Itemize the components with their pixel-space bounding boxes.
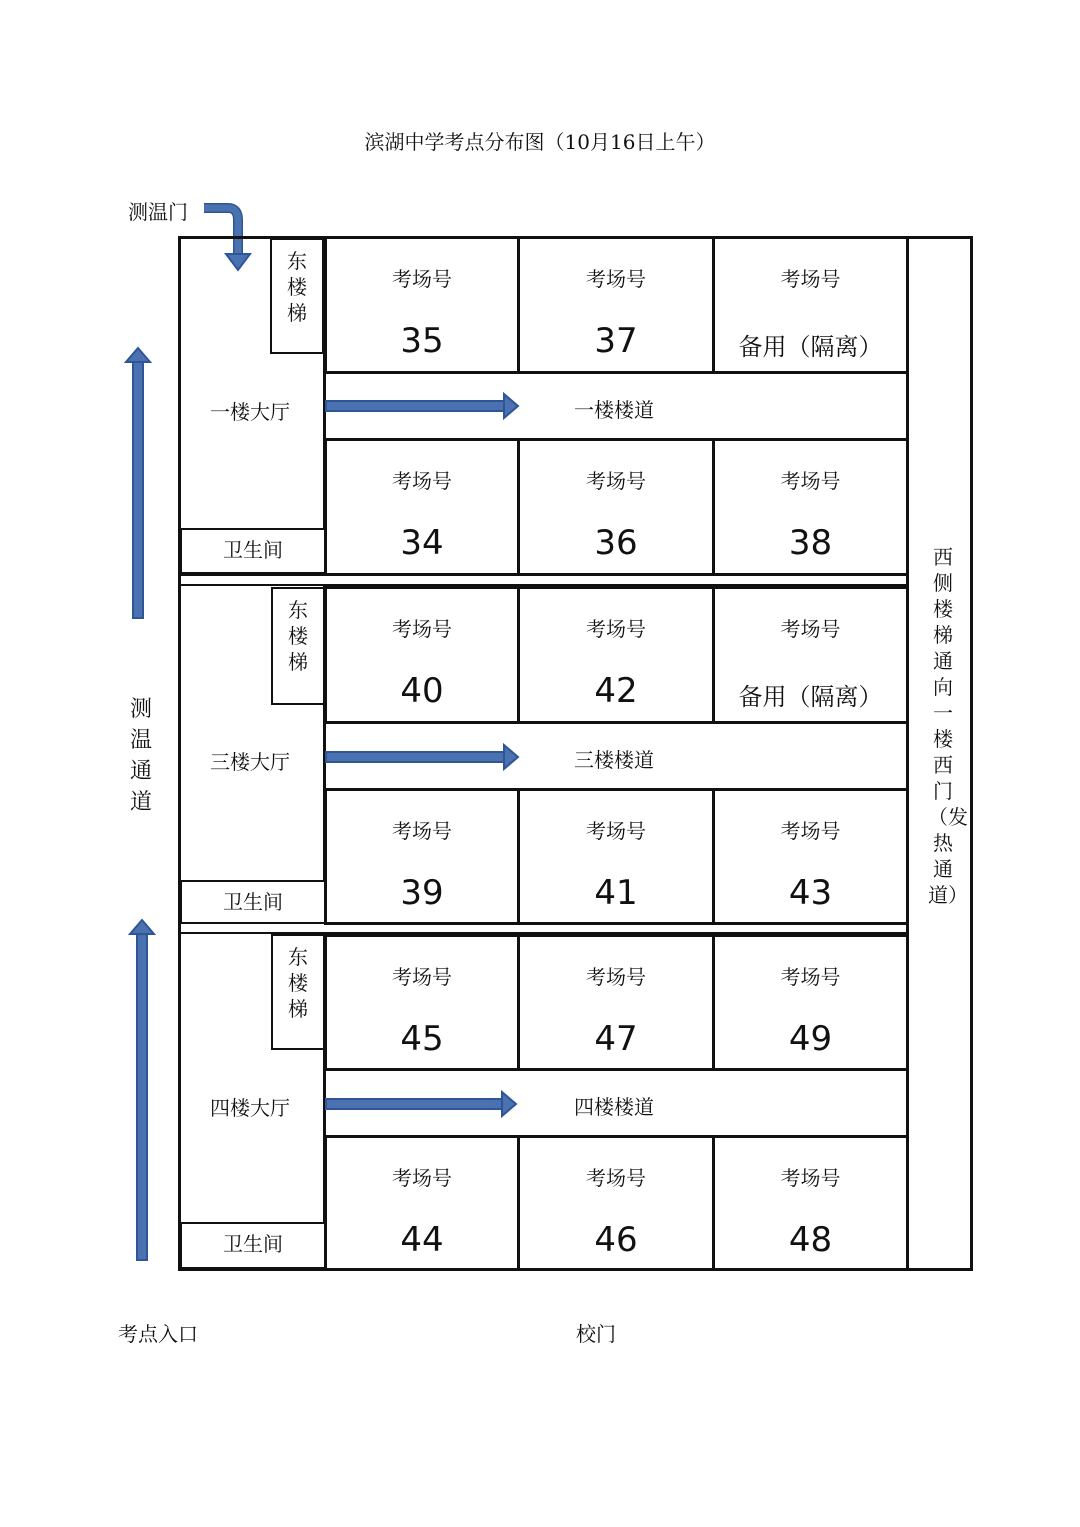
room-label: 考场号	[392, 267, 452, 291]
room-label: 考场号	[780, 819, 841, 843]
east-stairs-1-label: 东楼梯	[287, 249, 307, 325]
thermo-channel-label: 测温通道	[129, 697, 152, 815]
room-label: 考场号	[780, 267, 841, 291]
room-number: 38	[788, 523, 833, 563]
room-number: 49	[788, 1019, 833, 1059]
room-number: 39	[400, 873, 444, 913]
toilet-3: 卫生间	[180, 1222, 326, 1269]
room-number: 37	[594, 321, 638, 361]
room-number: 45	[400, 1019, 444, 1059]
corridor-1-label: 一楼楼道	[574, 398, 654, 422]
room-number: 43	[788, 873, 833, 913]
entrance-label: 考点入口	[118, 1322, 198, 1346]
exam-room-44	[324, 1135, 520, 1271]
room-label: 考场号	[780, 965, 841, 989]
room-number: 备用（隔离）	[738, 333, 883, 361]
room-number: 41	[594, 873, 638, 913]
room-label: 考场号	[392, 1166, 452, 1190]
room-number: 40	[400, 671, 444, 711]
room-label: 考场号	[780, 617, 841, 641]
room-label: 考场号	[780, 1166, 841, 1190]
room-label: 考场号	[392, 965, 452, 989]
hall-3-label: 四楼大厅	[210, 1096, 290, 1120]
room-label: 考场号	[586, 965, 646, 989]
east-stairs-2-label: 东楼梯	[288, 598, 308, 674]
room-number: 36	[594, 523, 638, 563]
hall-1-label: 一楼大厅	[210, 400, 290, 424]
room-number: 42	[594, 671, 638, 711]
room-label: 考场号	[392, 819, 452, 843]
east-stairs-3-label: 东楼梯	[288, 945, 308, 1021]
exam-room-46	[517, 1135, 715, 1271]
room-number: 备用（隔离）	[738, 683, 883, 711]
toilet-1: 卫生间	[180, 528, 326, 574]
room-label: 考场号	[392, 469, 452, 493]
corridor-2-label: 三楼楼道	[574, 748, 654, 772]
room-label: 考场号	[586, 267, 646, 291]
room-number: 44	[400, 1220, 444, 1260]
room-number: 46	[594, 1220, 638, 1260]
toilet-2: 卫生间	[180, 880, 326, 924]
corridor-3-label: 四楼楼道	[574, 1095, 654, 1119]
room-label: 考场号	[586, 1166, 646, 1190]
room-number: 48	[788, 1220, 833, 1260]
room-label: 考场号	[586, 469, 646, 493]
room-label: 考场号	[586, 617, 646, 641]
page-title: 滨湖中学考点分布图（10月16日上午）	[364, 130, 716, 154]
thermo-gate-label: 测温门	[128, 200, 188, 224]
exam-room-48	[712, 1135, 909, 1271]
room-number: 35	[400, 321, 444, 361]
room-number: 47	[594, 1019, 638, 1059]
room-label: 考场号	[392, 617, 452, 641]
hall-2-label: 三楼大厅	[210, 750, 290, 774]
room-label: 考场号	[586, 819, 646, 843]
room-number: 34	[400, 523, 444, 563]
west-stairs-label: 西侧楼梯通向一楼西门（发热通道）	[928, 545, 968, 907]
school-gate-label: 校门	[576, 1322, 616, 1346]
room-label: 考场号	[780, 469, 841, 493]
